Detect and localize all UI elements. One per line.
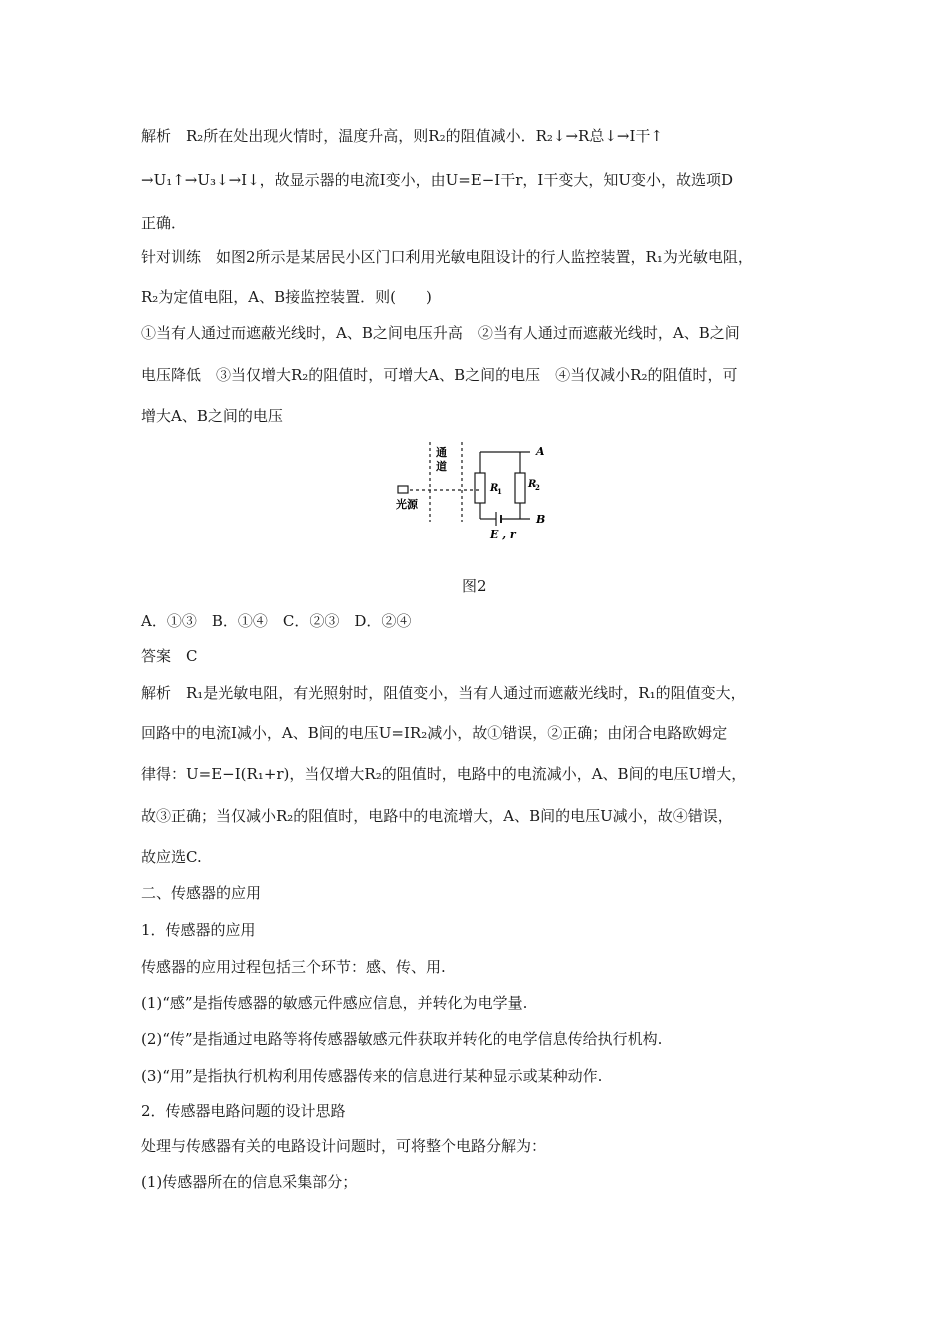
channel-label-bottom: 道 bbox=[436, 461, 447, 473]
line-24: (1)传感器所在的信息采集部分； bbox=[141, 1173, 358, 1191]
light-source-label: 光源 bbox=[396, 499, 418, 511]
line-8: 增大A、B之间的电压 bbox=[141, 407, 283, 425]
subsection-heading-1: 1．传感器的应用 bbox=[141, 921, 256, 939]
line-7: 电压降低 ③当仅增大R₂的阻值时，可增大A、B之间的电压 ④当仅减小R₂的阻值时，可 bbox=[141, 366, 738, 384]
line-3: 正确． bbox=[141, 214, 187, 232]
terminal-a-label: A bbox=[536, 445, 545, 458]
subsection-heading-2: 2．传感器电路问题的设计思路 bbox=[141, 1102, 346, 1120]
r2-subscript: 2 bbox=[535, 483, 540, 492]
figure-caption: 图2 bbox=[462, 577, 487, 595]
line-9: A．①③ B．①④ C．②③ D．②④ bbox=[141, 612, 412, 630]
line-15: 故应选C. bbox=[141, 848, 202, 866]
line-2: →U₁↑→U₃↓→I↓，故显示器的电流I变小，由U=E−I干r，I干变大，知U变小，故选项D bbox=[141, 171, 733, 189]
line-10: 答案 C bbox=[141, 647, 198, 665]
battery-label: E , r bbox=[490, 528, 516, 541]
line-6: ①当有人通过而遮蔽光线时，A、B之间电压升高 ②当有人通过而遮蔽光线时，A、B之间 bbox=[141, 324, 740, 342]
line-11: 解析 R₁是光敏电阻，有光照射时，阻值变小，当有人通过而遮蔽光线时，R₁的阻值变大， bbox=[141, 684, 746, 702]
r1-label: R bbox=[490, 483, 499, 494]
r1-subscript: 1 bbox=[497, 487, 502, 496]
line-12: 回路中的电流I减小，A、B间的电压U=IR₂减小，故①错误，②正确；由闭合电路欧姆定 bbox=[141, 724, 728, 742]
line-19: (1)“感”是指传感器的敏感元件感应信息，并转化为电学量. bbox=[141, 994, 528, 1012]
line-14: 故③正确；当仅减小R₂的阻值时，电路中的电流增大，A、B间的电压U减小，故④错误， bbox=[141, 807, 733, 825]
circuit-figure bbox=[394, 440, 564, 545]
line-20: (2)“传”是指通过电路等将传感器敏感元件获取并转化的电学信息传给执行机构. bbox=[141, 1030, 663, 1048]
line-21: (3)“用”是指执行机构利用传感器传来的信息进行某种显示或某种动作. bbox=[141, 1067, 603, 1085]
line-4: 针对训练 如图2所示是某居民小区门口利用光敏电阻设计的行人监控装置，R₁为光敏电阻， bbox=[141, 248, 753, 266]
line-5: R₂为定值电阻，A、B接监控装置．则( ) bbox=[141, 288, 432, 306]
line-18: 传感器的应用过程包括三个环节：感、传、用. bbox=[141, 958, 446, 976]
line-23: 处理与传感器有关的电路设计问题时，可将整个电路分解为： bbox=[141, 1137, 547, 1155]
channel-label-top: 通 bbox=[436, 447, 447, 459]
r2-label: R bbox=[528, 479, 537, 490]
line-13: 律得：U=E−I(R₁+r)，当仅增大R₂的阻值时，电路中的电流减小，A、B间的电压U增大， bbox=[141, 765, 747, 783]
line-1: 解析 R₂所在处出现火情时，温度升高，则R₂的阻值减小．R₂↓→R总↓→I干↑ bbox=[141, 127, 663, 145]
section-heading: 二、传感器的应用 bbox=[141, 884, 262, 902]
terminal-b-label: B bbox=[536, 513, 546, 526]
